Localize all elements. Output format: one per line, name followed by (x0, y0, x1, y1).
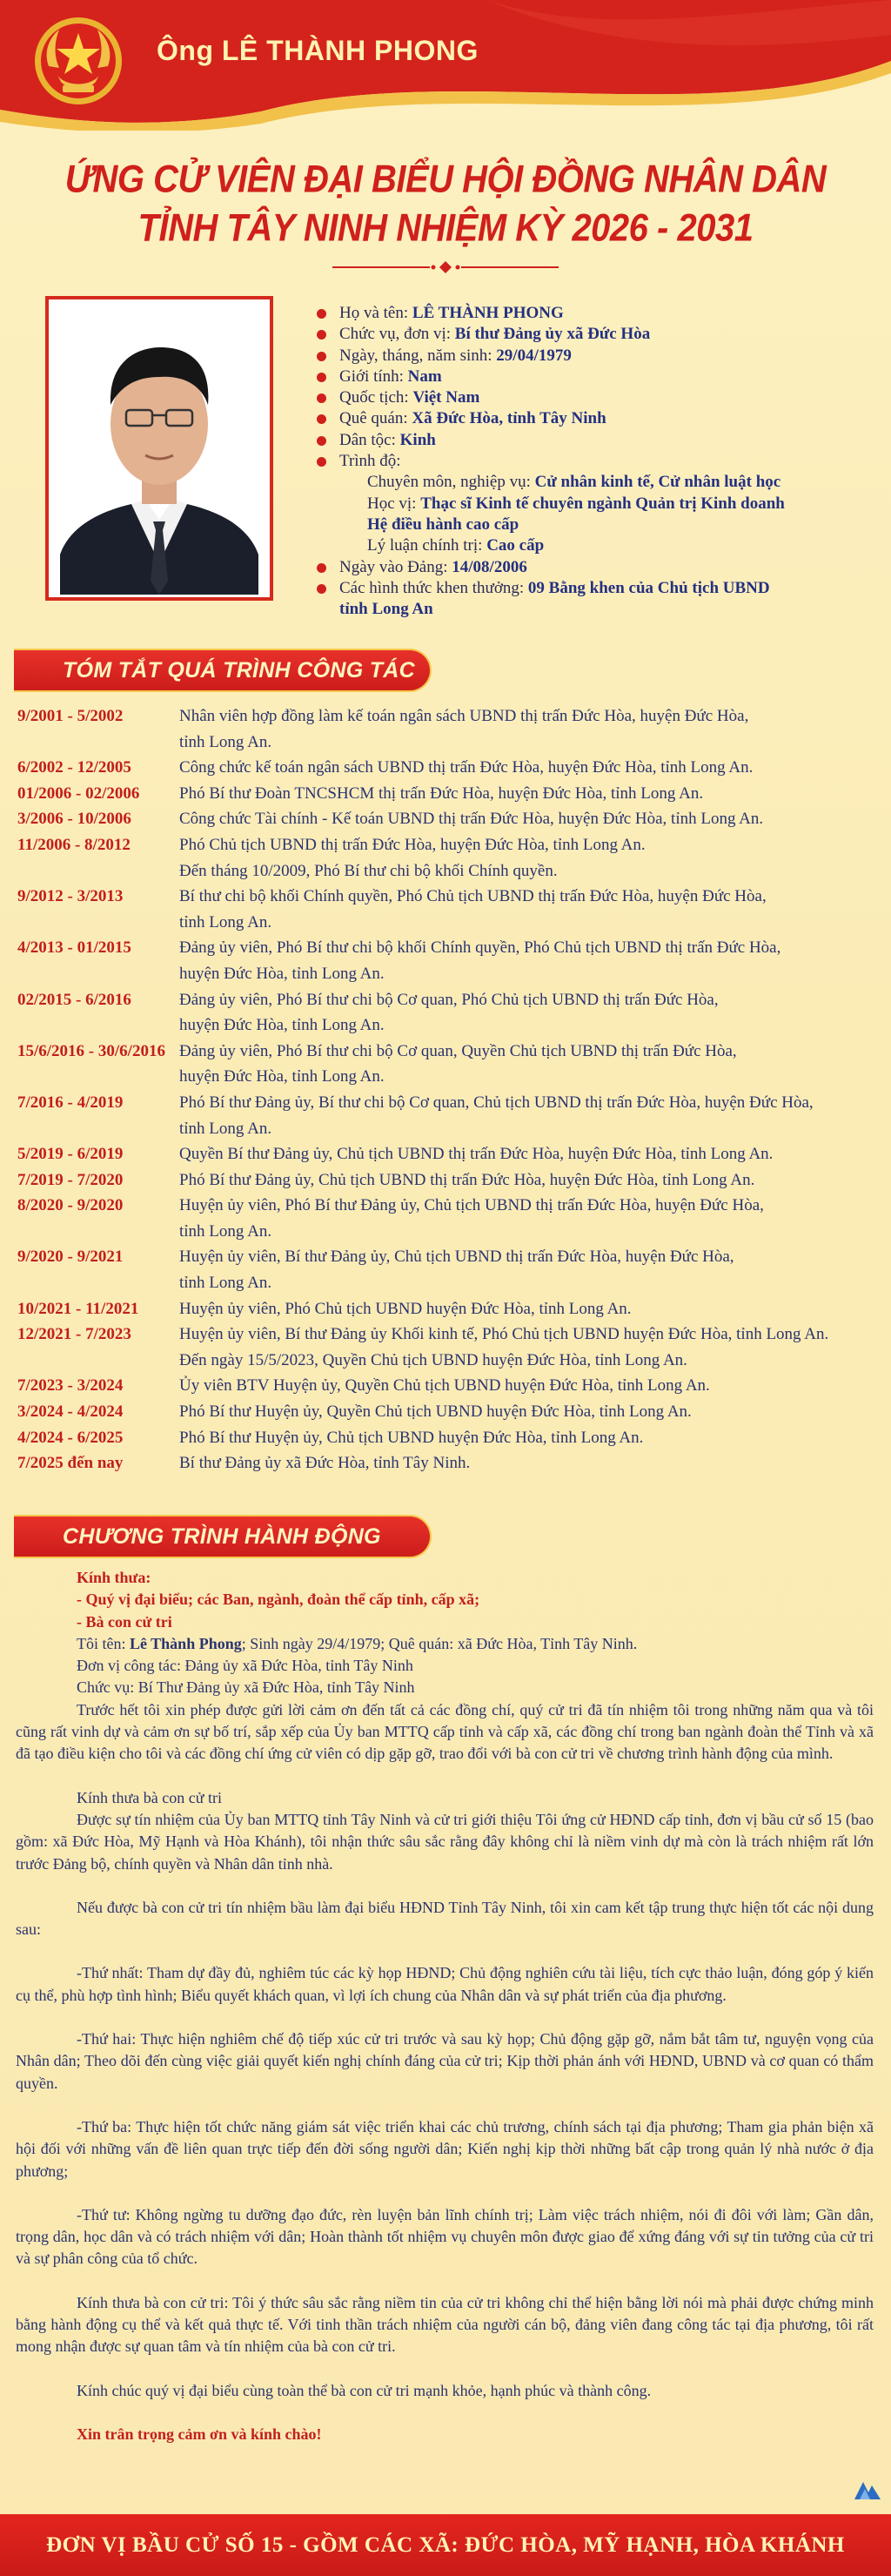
page-title-line-1: ỨNG CỬ VIÊN ĐẠI BIỂU HỘI ĐỒNG NHÂN DÂN (64, 158, 827, 201)
timeline-row (17, 1296, 879, 1322)
timeline-description: tỉnh Long An. (179, 1221, 272, 1241)
timeline-description: tỉnh Long An. (179, 1119, 272, 1138)
page-title-line-2: TỈNH TÂY NINH NHIỆM KỲ 2026 - 2031 (137, 206, 754, 250)
timeline-date (17, 858, 179, 884)
timeline-date: 10/2021 - 11/2021 (17, 1299, 139, 1318)
timeline-row-continuation (17, 1219, 879, 1245)
bullet-icon (317, 436, 326, 446)
info-row-birthdate: Ngày, tháng, năm sinh: 29/04/1979 (315, 346, 872, 367)
timeline-row (17, 1399, 879, 1425)
bullet-icon (317, 373, 326, 382)
timeline-row (17, 806, 879, 832)
timeline-description: Đến ngày 15/5/2023, Quyền Chủ tịch UBND huyện Đức Hòa, tỉnh Long An. (179, 1350, 687, 1369)
timeline-description: Phó Bí thư Huyện ủy, Chủ tịch UBND huyện Đức Hòa, tỉnh Long An. (179, 1428, 644, 1447)
paragraph-trust: Kính thưa bà con cử tri: Tôi ý thức sâu sắc rằng niềm tin của cử tri không chỉ thể hiện bằng lời nói mà phải được chứng minh bằng hành động cụ thể và kết quả thực tế. Với tinh thần trách nhiệm của người cán bộ, đảng viên đang công tác tại địa phương, tôi rất mong nhận được sự quan tâm và tín nhiệm của bà con cử tri. (16, 2293, 874, 2356)
timeline-date: 4/2024 - 6/2025 (17, 1428, 124, 1447)
timeline-date: 6/2002 - 12/2005 (17, 758, 131, 777)
info-row-major: Chuyên môn, nghiệp vụ: Cử nhân kinh tế, Cử nhân luật học (367, 473, 781, 492)
timeline-date: 9/2001 - 5/2002 (17, 707, 124, 725)
paragraph-thanks: Trước hết tôi xin phép được gửi lời cảm ơn đến tất cả các đồng chí, quý cử tri đã tín nhiệm tôi trong những năm qua và tôi cũng rất vinh dự và cảm ơn sự bố trí, sắp xếp của Ủy ban MTTQ cấp tỉnh và cấp xã, các đồng chí trong ban ngành đoàn thể Tỉnh và xã đã tạo điều kiện cho tôi và các đồng chí ứng cử viên có dịp gặp gỡ, trao đổi với bà con cử tri về chương trình hành động của mình. (16, 1700, 874, 1763)
intro-name: Tôi tên: Lê Thành Phong; Sinh ngày 29/4/1979; Quê quán: xã Đức Hòa, Tỉnh Tây Ninh. (77, 1634, 638, 1652)
timeline-date: 7/2025 đến nay (17, 1454, 124, 1473)
timeline-description: Nhân viên hợp đồng làm kế toán ngân sách UBND thị trấn Đức Hòa, huyện Đức Hòa, (179, 707, 749, 725)
timeline-row (17, 1322, 879, 1348)
greeting: Kính thưa: (77, 1569, 151, 1586)
timeline-row-continuation (17, 1064, 879, 1090)
timeline-date (17, 961, 179, 987)
timeline-date: 11/2006 - 8/2012 (17, 835, 131, 854)
timeline-description: tỉnh Long An. (179, 912, 272, 932)
commitment-item-4: -Thứ tư: Không ngừng tu dưỡng đạo đức, rèn luyện bản lĩnh chính trị; Làm việc trách nhiệm, nói đi đôi với làm; Gần dân, trọng dân, học dân và có trách nhiệm với dân; Hoàn thành tốt nhiệm vụ chuyên môn được giao để xứng đáng với sự tin tưởng của cử tri và sự phân công của tổ chức. (16, 2205, 874, 2268)
bullet-icon (317, 414, 326, 424)
info-row-awards: Các hình thức khen thưởng: 09 Bằng khen của Chủ tịch UBND (315, 578, 872, 599)
timeline-row-continuation (17, 858, 879, 884)
candidate-info-list (315, 303, 872, 620)
timeline-date: 7/2019 - 7/2020 (17, 1170, 124, 1189)
timeline-row (17, 1090, 879, 1116)
closing-line: Xin trân trọng cảm ơn và kính chào! (77, 2425, 322, 2443)
timeline-row (17, 1141, 879, 1167)
paragraph-commitment: Nếu được bà con cử tri tín nhiệm bầu làm đại biểu HĐND Tỉnh Tây Ninh, tôi xin cam kết tập trung thực hiện tốt các nội dung sau: (16, 1898, 874, 1939)
national-emblem-icon (31, 14, 125, 108)
timeline-date: 3/2024 - 4/2024 (17, 1402, 124, 1422)
timeline-description: Bí thư chi bộ khối Chính quyền, Phó Chủ tịch UBND thị trấn Đức Hòa, huyện Đức Hòa, (179, 887, 767, 906)
timeline-date: 4/2013 - 01/2015 (17, 938, 131, 958)
timeline-date (17, 1219, 179, 1245)
intro-unit: Đơn vị công tác: Đảng ủy xã Đức Hòa, tỉnh Tây Ninh (77, 1657, 413, 1675)
timeline-date: 5/2019 - 6/2019 (17, 1145, 124, 1164)
timeline-description: tỉnh Long An. (179, 1274, 272, 1293)
timeline-description: tỉnh Long An. (179, 732, 272, 751)
timeline-row (17, 781, 879, 807)
bullet-icon (317, 457, 326, 467)
addressee-1: - Quý vị đại biểu; các Ban, ngành, đoàn thể cấp tỉnh, cấp xã; (77, 1591, 480, 1609)
timeline-row (17, 1039, 879, 1065)
action-program-text (16, 1567, 874, 2445)
info-row-nationality: Quốc tịch: Việt Nam (315, 387, 872, 408)
info-row-party-date: Ngày vào Đảng: 14/08/2006 (315, 557, 872, 578)
bullet-icon (317, 584, 326, 594)
timeline-description: Phó Bí thư Đoàn TNCSHCM thị trấn Đức Hòa, huyện Đức Hòa, tỉnh Long An. (179, 784, 704, 803)
timeline-row (17, 755, 879, 781)
publisher-logo-icon (853, 2477, 882, 2501)
timeline-date: 15/6/2016 - 30/6/2016 (17, 1041, 165, 1060)
candidate-name-header: Ông LÊ THÀNH PHONG (157, 35, 479, 66)
timeline-description: Đến tháng 10/2009, Phó Bí thư chi bộ khối Chính quyền. (179, 861, 558, 880)
timeline-description: Đảng ủy viên, Phó Bí thư chi bộ khối Chính quyền, Phó Chủ tịch UBND thị trấn Đức Hòa, (179, 938, 781, 958)
timeline-description: Phó Bí thư Đảng ủy, Bí thư chi bộ Cơ quan, Chủ tịch UBND thị trấn Đức Hòa, huyện Đức Hòa, (179, 1093, 814, 1112)
timeline-date: 8/2020 - 9/2020 (17, 1196, 124, 1215)
timeline-date: 3/2006 - 10/2006 (17, 810, 131, 829)
section-title-action-program: CHƯƠNG TRÌNH HÀNH ĐỘNG (14, 1515, 432, 1558)
paragraph-nomination: Được sự tín nhiệm của Ủy ban MTTQ tỉnh Tây Ninh và cử tri giới thiệu Tôi ứng cử HĐND cấp tỉnh, đơn vị bầu cử số 15 (bao gồm: xã Đức Hòa, Mỹ Hạnh và Hòa Khánh), tôi nhận thức sâu sắc rằng đây không chỉ là niềm vinh dự mà còn là trách nhiệm rất lớn trước Đảng bộ, chính quyền và Nhân dân tỉnh nhà. (16, 1810, 874, 1873)
timeline-row (17, 1425, 879, 1451)
timeline-description: Công chức Tài chính - Kế toán UBND thị trấn Đức Hòa, huyện Đức Hòa, tỉnh Long An. (179, 810, 764, 829)
info-row-qualification: Trình độ: (315, 451, 872, 472)
timeline-date (17, 910, 179, 936)
timeline-description: Công chức kế toán ngân sách UBND thị trấn Đức Hòa, huyện Đức Hòa, tỉnh Long An. (179, 758, 754, 777)
work-history-timeline (17, 703, 879, 1476)
timeline-date: 01/2006 - 02/2006 (17, 784, 140, 803)
timeline-date: 12/2021 - 7/2023 (17, 1325, 131, 1344)
timeline-row (17, 884, 879, 910)
timeline-row (17, 832, 879, 858)
timeline-date (17, 1116, 179, 1142)
timeline-row (17, 1244, 879, 1270)
timeline-row (17, 1450, 879, 1476)
commitment-item-1: -Thứ nhất: Tham dự đầy đủ, nghiêm túc các kỳ họp HĐND; Chủ động nghiên cứu tài liệu, tích cực thảo luận, đóng góp ý kiến cụ thể, phù hợp tình hình; Biểu quyết khách quan, vì lợi ích chung của Nhân dân và sự phát triển của địa phương. (16, 1964, 874, 2004)
timeline-description: Đảng ủy viên, Phó Bí thư chi bộ Cơ quan, Quyền Chủ tịch UBND thị trấn Đức Hòa, (179, 1041, 737, 1060)
timeline-row (17, 935, 879, 961)
bullet-icon (317, 330, 326, 340)
timeline-date: 7/2016 - 4/2019 (17, 1093, 124, 1112)
info-row-political-theory: Lý luận chính trị: Cao cấp (367, 536, 545, 555)
info-row-hometown: Quê quán: Xã Đức Hòa, tỉnh Tây Ninh (315, 408, 872, 429)
timeline-date (17, 1348, 179, 1374)
info-row-ethnicity: Dân tộc: Kinh (315, 430, 872, 451)
info-row-awards-cont: tỉnh Long An (339, 600, 433, 619)
timeline-description: Phó Bí thư Đảng ủy, Chủ tịch UBND thị trấn Đức Hòa, huyện Đức Hòa, tỉnh Long An. (179, 1170, 755, 1189)
timeline-description: huyện Đức Hòa, tỉnh Long An. (179, 1016, 385, 1035)
timeline-date (17, 730, 179, 756)
timeline-row-continuation (17, 1116, 879, 1142)
timeline-row (17, 1193, 879, 1219)
timeline-row-continuation (17, 1012, 879, 1039)
timeline-date (17, 1012, 179, 1039)
timeline-description: huyện Đức Hòa, tỉnh Long An. (179, 1067, 385, 1086)
paragraph-voters-heading: Kính thưa bà con cử tri (77, 1788, 222, 1806)
footer-constituency: ĐƠN VỊ BẦU CỬ SỐ 15 - GỒM CÁC XÃ: ĐỨC HÒA, MỸ HẠNH, HÒA KHÁNH (0, 2514, 891, 2576)
timeline-description: Huyện ủy viên, Phó Bí thư Đảng ủy, Chủ tịch UBND thị trấn Đức Hòa, huyện Đức Hòa, (179, 1196, 764, 1215)
timeline-date: 9/2012 - 3/2013 (17, 887, 124, 906)
timeline-row-continuation (17, 730, 879, 756)
timeline-description: Đảng ủy viên, Phó Bí thư chi bộ Cơ quan, Phó Chủ tịch UBND thị trấn Đức Hòa, (179, 990, 719, 1009)
info-row-degree-cont: Hệ điều hành cao cấp (367, 515, 519, 534)
timeline-description: Huyện ủy viên, Bí thư Đảng ủy, Chủ tịch UBND thị trấn Đức Hòa, huyện Đức Hòa, (179, 1248, 734, 1267)
candidate-photo (45, 296, 273, 601)
bullet-icon (317, 352, 326, 361)
info-row-name: Họ và tên: LÊ THÀNH PHONG (315, 303, 872, 324)
timeline-description: huyện Đức Hòa, tỉnh Long An. (179, 964, 385, 983)
title-divider (332, 261, 559, 273)
bullet-icon (317, 563, 326, 573)
timeline-description: Phó Bí thư Huyện ủy, Quyền Chủ tịch UBND huyện Đức Hòa, tỉnh Long An. (179, 1402, 692, 1422)
timeline-description: Huyện ủy viên, Phó Chủ tịch UBND huyện Đức Hòa, tỉnh Long An. (179, 1299, 632, 1318)
portrait-photo (51, 302, 267, 595)
info-row-gender: Giới tính: Nam (315, 367, 872, 387)
timeline-description: Phó Chủ tịch UBND thị trấn Đức Hòa, huyện Đức Hòa, tỉnh Long An. (179, 835, 646, 854)
info-row-degree: Học vị: Thạc sĩ Kinh tế chuyên ngành Quản trị Kinh doanh (367, 494, 785, 513)
timeline-description: Bí thư Đảng ủy xã Đức Hòa, tỉnh Tây Ninh. (179, 1454, 471, 1473)
timeline-row (17, 1167, 879, 1194)
timeline-description: Quyền Bí thư Đảng ủy, Chủ tịch UBND thị trấn Đức Hòa, huyện Đức Hòa, tỉnh Long An. (179, 1145, 774, 1164)
intro-position: Chức vụ: Bí Thư Đảng ủy xã Đức Hòa, tỉnh Tây Ninh (77, 1678, 415, 1697)
timeline-row-continuation (17, 1270, 879, 1296)
timeline-row-continuation (17, 910, 879, 936)
timeline-row-continuation (17, 1348, 879, 1374)
timeline-description: Ủy viên BTV Huyện ủy, Quyền Chủ tịch UBND huyện Đức Hòa, tỉnh Long An. (179, 1376, 710, 1396)
timeline-date: 9/2020 - 9/2021 (17, 1248, 124, 1267)
timeline-date (17, 1270, 179, 1296)
timeline-row (17, 703, 879, 730)
timeline-row (17, 1373, 879, 1399)
timeline-date: 7/2023 - 3/2024 (17, 1376, 124, 1396)
section-title-work-history: TÓM TẮT QUÁ TRÌNH CÔNG TÁC (14, 649, 432, 692)
addressee-2: - Bà con cử tri (77, 1612, 172, 1631)
commitment-item-3: -Thứ ba: Thực hiện tốt chức năng giám sát việc triển khai các chủ trương, chính sách tại địa phương; Tham gia phản biện xã hội đối với những vấn đề liên quan trực tiếp đến đời sống người dân; Kiến nghị kịp thời những bất cập trong quản lý nhà nước ở địa phương; (16, 2117, 874, 2180)
commitment-item-2: -Thứ hai: Thực hiện nghiêm chế độ tiếp xúc cử tri trước và sau kỳ họp; Chủ động gặp gỡ, nắm bắt tâm tư, nguyện vọng của Nhân dân; Theo dõi đến cùng việc giải quyết kiến nghị chính đáng của cử tri; Kịp thời phản ánh với HĐND, UBND và cơ quan có thẩm quyền. (16, 2030, 874, 2092)
bullet-icon (317, 393, 326, 403)
timeline-description: Huyện ủy viên, Bí thư Đảng ủy Khối kinh tế, Phó Chủ tịch UBND huyện Đức Hòa, tỉnh Long An. (179, 1325, 829, 1344)
bullet-icon (317, 309, 326, 319)
timeline-date: 02/2015 - 6/2016 (17, 990, 131, 1009)
paragraph-wishes: Kính chúc quý vị đại biểu cùng toàn thể bà con cử tri mạnh khỏe, hạnh phúc và thành công. (77, 2381, 652, 2399)
info-row-position: Chức vụ, đơn vị: Bí thư Đảng ủy xã Đức Hòa (315, 324, 872, 345)
timeline-date (17, 1064, 179, 1090)
timeline-row-continuation (17, 961, 879, 987)
timeline-row (17, 987, 879, 1013)
